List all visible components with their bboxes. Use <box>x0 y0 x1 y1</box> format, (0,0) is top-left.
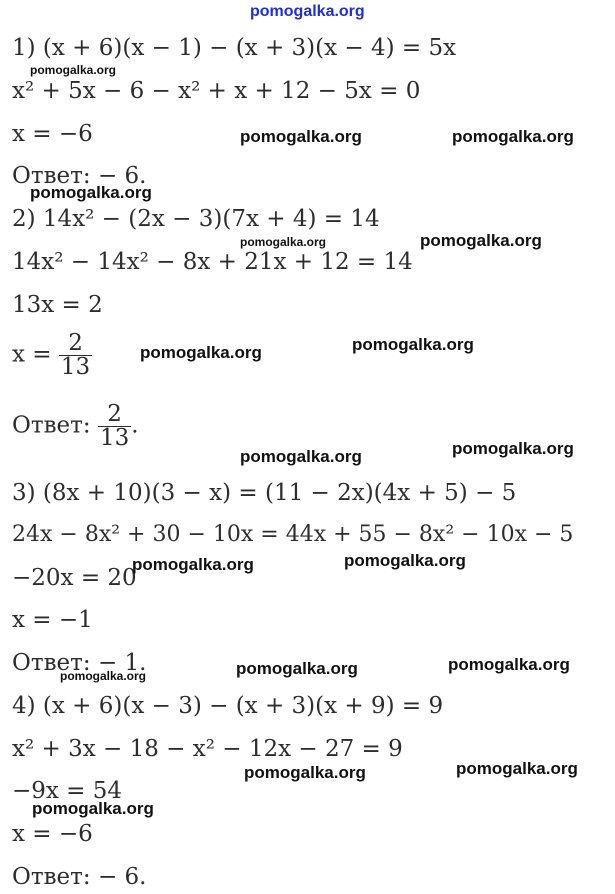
answer-value: − 1. <box>97 650 147 676</box>
answer-value: − 6. <box>97 864 147 890</box>
watermark: pomogalka.org <box>352 335 474 354</box>
answer-label: Ответ: <box>12 650 91 676</box>
watermark: pomogalka.org <box>140 343 262 362</box>
problem-1-result: x = −6 <box>12 121 93 147</box>
fraction-numerator: 2 <box>59 332 92 356</box>
answer-label: Ответ: <box>12 864 91 890</box>
watermark: pomogalka.org <box>132 555 254 574</box>
watermark: pomogalka.org <box>240 447 362 466</box>
watermark: pomogalka.org <box>236 659 358 678</box>
watermark: pomogalka.org <box>60 669 147 683</box>
watermark: pomogalka.org <box>456 759 578 778</box>
problem-3-equation: 3) (8x + 10)(3 − x) = (11 − 2x)(4x + 5) − 5 <box>12 480 517 506</box>
problem-1-equation: 1) (x + 6)(x − 1) − (x + 3)(x − 4) = 5x <box>12 35 457 61</box>
answer-dot: . <box>131 412 139 439</box>
watermark: pomogalka.org <box>240 127 362 146</box>
watermark: pomogalka.org <box>30 183 152 202</box>
answer-label: Ответ: <box>12 412 91 439</box>
watermark: pomogalka.org <box>244 763 366 782</box>
watermark-top[interactable]: pomogalka.org <box>250 3 365 20</box>
result-lhs: x = <box>12 341 52 368</box>
watermark: pomogalka.org <box>452 439 574 458</box>
problem-2-step-1: 14x² − 14x² − 8x + 21x + 12 = 14 <box>12 249 413 275</box>
problem-3-step-1: 24x − 8x² + 30 − 10x = 44x + 55 − 8x² − 10x − 5 <box>12 522 574 547</box>
problem-2-answer <box>12 403 139 450</box>
answer-label: Ответ: <box>12 163 91 189</box>
watermark: pomogalka.org <box>420 231 542 250</box>
watermark: pomogalka.org <box>30 63 117 77</box>
fraction <box>98 403 131 450</box>
watermark: pomogalka.org <box>452 127 574 146</box>
problem-4-answer <box>12 866 146 889</box>
problem-3-step-2: −20x = 20 <box>12 565 137 591</box>
fraction <box>59 332 92 379</box>
watermark: pomogalka.org <box>344 551 466 570</box>
watermark: pomogalka.org <box>448 655 570 674</box>
problem-4-result: x = −6 <box>12 821 93 847</box>
fraction-numerator: 2 <box>98 403 131 427</box>
watermark: pomogalka.org <box>240 235 327 249</box>
watermark: pomogalka.org <box>32 799 154 818</box>
problem-3-result: x = −1 <box>12 607 93 633</box>
problem-4-step-2: −9x = 54 <box>12 778 123 804</box>
fraction-denominator: 13 <box>99 425 130 451</box>
fraction-denominator: 13 <box>60 354 91 380</box>
problem-4-step-1: x² + 3x − 18 − x² − 12x − 27 = 9 <box>12 736 403 762</box>
problem-2-step-2: 13x = 2 <box>12 292 103 318</box>
problem-1-step-1: x² + 5x − 6 − x² + x + 12 − 5x = 0 <box>12 78 421 104</box>
problem-2-result <box>12 332 92 379</box>
problem-2-equation: 2) 14x² − (2x − 3)(7x + 4) = 14 <box>12 206 380 232</box>
answer-value: − 6. <box>97 163 147 189</box>
problem-4-equation: 4) (x + 6)(x − 3) − (x + 3)(x + 9) = 9 <box>12 693 444 719</box>
